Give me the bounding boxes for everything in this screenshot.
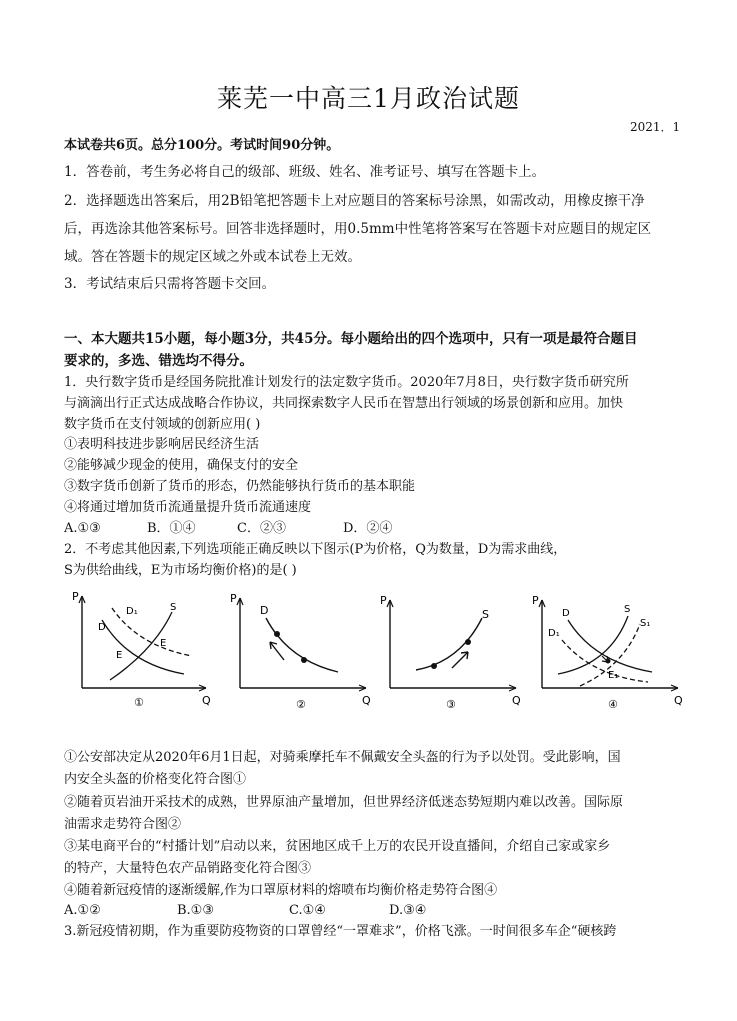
axis-label-q: Q	[512, 694, 521, 707]
q1-stem-line: 数字货币在支付领域的创新应用( )	[64, 417, 261, 432]
q2-statement: 内安全头盔的价格变化符合图①	[64, 772, 247, 787]
exam-title: 莱芜一中高三1月政治试题	[217, 84, 520, 113]
axis-label-p: P	[380, 594, 387, 607]
curve-label-s1: S₁	[640, 618, 651, 629]
curve-label-s: S	[170, 602, 177, 613]
q2-stem-line: S为供给曲线，E为市场均衡价格)的是( )	[64, 563, 297, 578]
q1-option-a: A.①③	[64, 521, 101, 536]
curve-label-d: D	[98, 622, 106, 633]
section-heading: 一、本大题共15小题，每小题3分，共45分。每小题给出的四个选项中，只有一项是最符合题目	[64, 331, 638, 347]
q1-statement: ②能够减少现金的使用，确保支付的安全	[64, 458, 299, 473]
axis-label-p: P	[72, 590, 79, 603]
curve-label-d1: D₁	[126, 606, 138, 617]
q2-statement: 的特产，大量特色农产品销路变化符合图③	[64, 861, 312, 876]
axis-label-p: P	[532, 594, 539, 607]
curve-label-s: S	[482, 608, 489, 621]
curve-label-d: D	[260, 604, 269, 617]
graph-caption: ③	[446, 698, 456, 711]
q2-statement: ④随着新冠疫情的逐渐缓解,作为口罩原材料的熔喷布均衡价格走势符合图④	[64, 883, 498, 898]
instruction-line: 后，再选涂其他答案标号。回答非选择题时，用0.5mm中性笔将答案写在答题卡对应题目的规定区	[64, 221, 652, 237]
point-label-e: E	[116, 650, 123, 661]
graph-caption: ①	[134, 696, 144, 709]
supply-demand-graph-2	[226, 590, 376, 718]
q2-option-d: D.③④	[389, 903, 427, 918]
q1-statement: ④将通过增加货币流通量提升货币流通速度	[64, 500, 312, 515]
point-label-e: E	[160, 638, 167, 649]
q2-option-a: A.①②	[64, 903, 101, 918]
q1-option-b: B．①④	[147, 521, 196, 536]
exam-summary: 本试卷共6页。总分100分。考试时间90分钟。	[64, 138, 340, 153]
supply-demand-graph-4	[528, 592, 688, 720]
supply-demand-graph-3	[376, 592, 526, 720]
axis-label-q: Q	[674, 694, 683, 707]
curve-label-d1: D₁	[548, 628, 560, 639]
point-label-e1: E₁	[608, 670, 619, 681]
exam-date: 2021．1	[630, 120, 681, 134]
q2-statement: 油需求走势符合图②	[64, 817, 182, 832]
q1-stem-line: 1．央行数字货币是经国务院批准计划发行的法定数字货币。2020年7月8日，央行数字货币研究所	[64, 375, 629, 390]
axis-label-q: Q	[202, 694, 211, 707]
graph-caption: ②	[296, 698, 306, 711]
q2-statement: ②随着页岩油开采技术的成熟，世界原油产量增加，但世界经济低迷态势短期内难以改善。国际原	[64, 795, 624, 810]
q2-stem-line: 2．不考虑其他因素,下列选项能正确反映以下图示(P为价格，Q为数量，D为需求曲线，	[64, 542, 567, 557]
instruction-line: 2．选择题选出答案后，用2B铅笔把答题卡上对应题目的答案标号涂黑，如需改动，用橡皮擦干净	[64, 193, 645, 209]
instruction-line: 域。答在答题卡的规定区域之外或本试卷上无效。	[64, 249, 361, 265]
q2-option-c: C.①④	[289, 903, 326, 918]
q1-option-d: D．②④	[343, 521, 393, 536]
instruction-line: 1．答卷前，考生务必将自己的级部、班级、姓名、准考证号、填写在答题卡上。	[64, 164, 546, 180]
q2-statement: ③某电商平台的“村播计划”启动以来，贫困地区成千上万的农民开设直播间，介绍自己家或家乡	[64, 839, 611, 854]
curve-label-d: D	[562, 608, 570, 619]
q3-stem-line: 3.新冠疫情初期，作为重要防疫物资的口罩曾经“一罩难求”，价格飞涨。一时间很多车企“硬核跨	[64, 924, 617, 939]
axis-label-p: P	[230, 592, 237, 605]
q1-statement: ③数字货币创新了货币的形态，仍然能够执行货币的基本职能	[64, 479, 416, 494]
curve-label-s: S	[624, 604, 631, 615]
q2-statement: ①公安部决定从2020年6月1日起，对骑乘摩托车不佩戴安全头盔的行为予以处罚。受此影响，国	[64, 750, 621, 765]
instruction-line: 3．考试结束后只需将答题卡交回。	[64, 276, 276, 292]
q1-statement: ①表明科技进步影响居民经济生活	[64, 437, 260, 452]
graph-caption: ④	[608, 698, 618, 711]
q2-option-b: B.①③	[177, 903, 214, 918]
supply-demand-graph-1	[68, 588, 218, 716]
section-heading: 要求的，多选、错选均不得分。	[64, 353, 253, 369]
axis-label-q: Q	[362, 694, 371, 707]
q1-stem-line: 与滴滴出行正式达成战略合作协议，共同探索数字人民币在智慧出行领域的场景创新和应用。加快	[64, 396, 624, 411]
q1-option-c: C．②③	[237, 521, 286, 536]
